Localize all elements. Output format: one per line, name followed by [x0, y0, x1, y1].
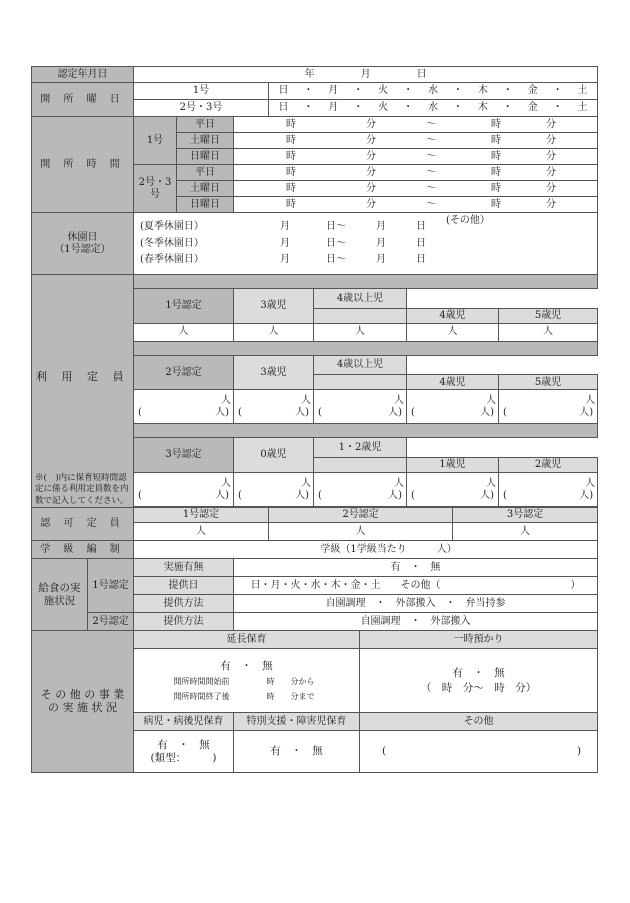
capacity-unit: 人 — [394, 395, 404, 407]
holiday-d2: 日 — [416, 221, 426, 233]
holidays-field[interactable] — [134, 213, 598, 275]
paren-close: 人) — [215, 406, 229, 418]
hours-g1-sunday: 日曜日 — [177, 149, 234, 165]
time-part-4: 分 — [546, 150, 556, 162]
holiday-other — [446, 254, 595, 266]
cap-s2-total[interactable] — [134, 390, 234, 424]
extended-yn: 有 ・ 無 — [220, 660, 273, 673]
cap-s3-blank — [407, 438, 598, 458]
dow-g2-10: 金 — [527, 102, 538, 114]
dow-g1-7: ・ — [452, 85, 463, 97]
cap-s1-col-b-lower — [314, 308, 407, 323]
cap-s1-sub1: 4歳児 — [407, 308, 499, 323]
dow-g2-12: 土 — [577, 102, 588, 114]
cap-s1-total[interactable]: 人 — [134, 323, 234, 341]
holiday-m2: 月 — [376, 221, 386, 233]
ext-before-tail: 時 分から — [266, 677, 315, 687]
time-part-4: 分 — [546, 182, 556, 194]
capacity-value-stack — [236, 395, 311, 418]
capacity-short-time — [501, 407, 595, 419]
other-label: そ の 他 の 事 業 の 実 施 状 況 — [32, 631, 134, 773]
dow-g2-0: 日 — [278, 102, 289, 114]
cap-s2-col-a: 3歳児 — [234, 355, 314, 390]
capacity-label-cell — [32, 275, 134, 508]
month-label: 月 — [360, 68, 371, 80]
holiday-m1: 月 — [280, 221, 290, 233]
meals-method2-label: 提供方法 — [134, 613, 234, 631]
cap-s3-b[interactable] — [314, 473, 407, 507]
cap-s3-total[interactable] — [134, 473, 234, 507]
open-days-g1-field[interactable] — [269, 83, 598, 100]
holiday-d2: 日 — [416, 237, 426, 249]
cap-s3-a[interactable] — [234, 473, 314, 507]
temporary-time: （ 時 分〜 時 分） — [420, 682, 537, 694]
paren-open: ( — [238, 406, 242, 418]
cap-s1-b[interactable]: 人 — [314, 323, 407, 341]
holidays-label: 休園日 （1号認定） — [32, 213, 134, 275]
meals-impl-field[interactable]: 有 ・ 無 — [234, 559, 598, 577]
dow-g1-5: ・ — [403, 85, 414, 97]
cap-s1-a[interactable]: 人 — [234, 323, 314, 341]
time-part-0: 時 — [286, 198, 296, 210]
capacity-unit: 人 — [301, 478, 311, 489]
dow-g1-12: 土 — [577, 85, 588, 97]
capacity-short-time — [316, 407, 404, 419]
holiday-d1: 日〜 — [326, 221, 346, 233]
meals-days-field[interactable]: 日・月・火・水・木・金・土 その他（ ） — [234, 577, 598, 595]
capacity-value-stack — [501, 478, 595, 501]
time-part-3: 時 — [491, 182, 501, 194]
capacity-unit: 人 — [585, 478, 596, 489]
time-part-3: 時 — [491, 150, 501, 162]
open-days-label: 開 所 曜 日 — [32, 83, 134, 117]
capacity-short-time — [409, 490, 496, 502]
year-label: 年 — [304, 68, 315, 80]
time-part-3: 時 — [491, 118, 501, 130]
cap-s1-sub2: 5歳児 — [499, 308, 598, 323]
paren-close: 人) — [480, 406, 494, 418]
recognition-date-label: 認定年月日 — [32, 67, 134, 83]
paren-close: 人) — [295, 489, 309, 501]
capacity-value-stack — [501, 395, 595, 418]
holiday-other: (その他） — [446, 215, 490, 227]
dow-g1-3: ・ — [353, 85, 364, 97]
cap-s1-sub2-value[interactable]: 人 — [499, 323, 598, 341]
time-part-3: 時 — [491, 166, 501, 178]
facility-form — [31, 66, 597, 824]
time-part-0: 時 — [286, 166, 296, 178]
cap-s3-sub2: 2歳児 — [499, 458, 598, 473]
paren-open: ( — [138, 406, 142, 418]
dow-g2-2: 月 — [328, 102, 339, 114]
capacity-unit: 人 — [486, 478, 496, 489]
cap-s3-sub2-value[interactable] — [499, 473, 598, 507]
time-part-1: 分 — [366, 182, 376, 194]
open-hours-label: 開 所 時 間 — [32, 117, 134, 213]
paren-open: ( — [411, 489, 415, 501]
capacity-short-time — [236, 407, 311, 419]
classes-label: 学 級 編 制 — [32, 541, 134, 559]
ext-after-tail: 時 分まで — [266, 691, 315, 701]
open-days-g1-label: 1号 — [134, 83, 269, 100]
classes-field[interactable]: 学級（1学級当たり 人） — [134, 541, 598, 559]
meals-label: 給食の実施状況 — [32, 559, 88, 631]
paren-open: ( — [411, 406, 415, 418]
paren-close: 人) — [295, 406, 309, 418]
meals-method1-field[interactable]: 自園調理 ・ 外部搬入 ・ 弁当持参 — [234, 595, 598, 613]
capacity-value-stack — [409, 478, 496, 501]
time-part-1: 分 — [366, 198, 376, 210]
dow-g1-4: 火 — [378, 85, 389, 97]
paren-close: 人) — [480, 489, 494, 501]
capacity-short-time — [409, 407, 496, 419]
cap-s1-sub1-value[interactable]: 人 — [407, 323, 499, 341]
dow-g2-6: 水 — [427, 102, 438, 114]
paren-open: ( — [318, 489, 322, 501]
hours-g1-weekday: 平日 — [177, 117, 234, 133]
approved-label: 認 可 定 員 — [32, 508, 134, 541]
holiday-m1: 月 — [280, 254, 290, 266]
paren-close: 人) — [388, 489, 402, 501]
cap-s2-a[interactable] — [234, 390, 314, 424]
dow-g2-1: ・ — [303, 102, 314, 114]
time-part-1: 分 — [366, 166, 376, 178]
capacity-unit: 人 — [221, 395, 231, 407]
extended-care-header: 延長保育 — [134, 631, 360, 649]
open-hours-g1-label: 1号 — [134, 117, 177, 165]
capacity-spacer-1 — [134, 275, 598, 289]
cap-s2-sub2: 5歳児 — [499, 375, 598, 390]
capacity-label: 利 用 定 員 — [36, 370, 129, 383]
paren-open: ( — [138, 489, 142, 501]
hours-g1-weekday-field[interactable] — [234, 117, 598, 133]
dow-g2-9: ・ — [502, 102, 513, 114]
dow-g2-4: 火 — [378, 102, 389, 114]
holiday-m1: 月 — [280, 237, 290, 249]
capacity-unit: 人 — [585, 395, 596, 407]
time-part-2: 〜 — [426, 118, 436, 130]
paren-close: 人) — [215, 489, 229, 501]
time-part-2: 〜 — [426, 198, 436, 210]
holiday-d2: 日 — [416, 254, 426, 266]
hours-g1-saturday-field[interactable] — [234, 133, 598, 149]
cap-s3-col-a: 0歳児 — [234, 438, 314, 473]
dow-g2-8: 木 — [477, 102, 488, 114]
time-part-1: 分 — [366, 134, 376, 146]
dow-g1-11: ・ — [552, 85, 563, 97]
cap-s1-col-b: 4歳以上児 — [314, 289, 407, 309]
dow-g1-8: 木 — [477, 85, 488, 97]
cap-s3-sub1-value[interactable] — [407, 473, 499, 507]
hours-g2-saturday-field[interactable] — [234, 181, 598, 197]
holiday-name: (春季休園日） — [140, 254, 204, 266]
hours-g2-weekday-field[interactable] — [234, 165, 598, 181]
hours-g1-saturday: 土曜日 — [177, 133, 234, 149]
holiday-row — [136, 215, 595, 233]
time-part-3: 時 — [491, 198, 501, 210]
dow-g2-7: ・ — [452, 102, 463, 114]
capacity-unit: 人 — [486, 395, 496, 407]
hours-g2-saturday: 土曜日 — [177, 181, 234, 197]
capacity-value-stack — [136, 478, 231, 501]
meals-method1-label: 提供方法 — [134, 595, 234, 613]
approved-col-1: 1号認定 — [134, 508, 269, 523]
temporary-yn: 有 ・ 無 — [452, 666, 505, 679]
paren-close: 人) — [388, 406, 402, 418]
time-part-0: 時 — [286, 118, 296, 130]
approved-value-3[interactable]: 人 — [453, 523, 598, 541]
time-part-1: 分 — [366, 150, 376, 162]
cap-s3-sub1: 1歳児 — [407, 458, 499, 473]
approved-col-2: 2号認定 — [269, 508, 453, 523]
dow-g1-9: ・ — [502, 85, 513, 97]
dow-g2-5: ・ — [403, 102, 414, 114]
cap-s2-col-b-lower — [314, 375, 407, 390]
time-part-2: 〜 — [426, 134, 436, 146]
capacity-value-stack — [409, 395, 496, 418]
capacity-short-time — [316, 490, 404, 502]
time-part-0: 時 — [286, 182, 296, 194]
paren-open: ( — [318, 406, 322, 418]
time-part-2: 〜 — [426, 150, 436, 162]
cap-s2-sub1: 4歳児 — [407, 375, 499, 390]
dow-g2-3: ・ — [353, 102, 364, 114]
hours-g1-sunday-field[interactable] — [234, 149, 598, 165]
capacity-spacer-3 — [134, 424, 598, 438]
cap-s2-sub2-value[interactable] — [499, 390, 598, 424]
special-care-field[interactable]: 有 ・ 無 — [234, 731, 360, 773]
sick-care-field[interactable] — [134, 731, 234, 773]
capacity-spacer-2 — [134, 341, 598, 355]
holiday-name: (冬季休園日） — [140, 237, 204, 249]
ext-before-label: 開所時間開始前 — [173, 677, 230, 687]
time-part-2: 〜 — [426, 182, 436, 194]
capacity-short-time — [136, 407, 231, 419]
capacity-unit: 人 — [394, 478, 404, 489]
approved-col-3: 3号認定 — [453, 508, 598, 523]
holiday-other — [446, 238, 595, 250]
holiday-d1: 日〜 — [326, 254, 346, 266]
sick-type: (類型： ) — [150, 752, 217, 764]
special-care-header: 特別支援・障害児保育 — [234, 713, 360, 731]
holiday-m2: 月 — [376, 254, 386, 266]
paren-open: ( — [503, 489, 507, 501]
dow-g2-11: ・ — [552, 102, 563, 114]
capacity-value-stack — [236, 478, 311, 501]
cap-s2-blank — [407, 355, 598, 375]
paren-close: 人) — [579, 406, 594, 418]
cap-s3-col-b: 1・2歳児 — [314, 438, 407, 458]
cap-s3-col-b-lower — [314, 458, 407, 473]
misc-header: その他 — [360, 713, 598, 731]
misc-open: ( — [382, 745, 387, 758]
misc-close: ) — [577, 745, 582, 758]
meals-method2-field[interactable]: 自園調理 ・ 外部搬入 — [234, 613, 598, 631]
capacity-short-time — [136, 490, 231, 502]
dow-g1-6: 水 — [427, 85, 438, 97]
approved-value-1[interactable]: 人 — [134, 523, 269, 541]
day-label: 日 — [416, 68, 427, 80]
capacity-value-stack — [316, 395, 404, 418]
open-days-g2-label: 2号・3号 — [134, 100, 269, 117]
time-part-4: 分 — [546, 166, 556, 178]
holiday-d1: 日〜 — [326, 237, 346, 249]
temporary-care-header: 一時預かり — [360, 631, 598, 649]
meals-g1-label: 1号認定 — [88, 559, 134, 613]
approved-value-2[interactable]: 人 — [269, 523, 453, 541]
extended-care-field[interactable] — [134, 649, 360, 713]
paren-open: ( — [238, 489, 242, 501]
dow-g1-10: 金 — [527, 85, 538, 97]
holiday-name: (夏季休園日） — [140, 221, 204, 233]
cap-s1-blank — [407, 289, 598, 309]
holiday-m2: 月 — [376, 237, 386, 249]
meals-days-label: 提供日 — [134, 577, 234, 595]
time-part-3: 時 — [491, 134, 501, 146]
capacity-short-time — [501, 490, 595, 502]
sick-care-header: 病児・病後児保育 — [134, 713, 234, 731]
dow-g1-1: ・ — [303, 85, 314, 97]
open-days-g2-field[interactable] — [269, 100, 598, 117]
open-hours-g2-label: 2号・3号 — [134, 165, 177, 213]
dow-g1-2: 月 — [328, 85, 339, 97]
cap-s1-col-a: 3歳児 — [234, 289, 314, 324]
hours-g2-sunday: 日曜日 — [177, 197, 234, 213]
time-part-0: 時 — [286, 150, 296, 162]
dow-g1-0: 日 — [278, 85, 289, 97]
cap-s2-label: 2号認定 — [134, 355, 234, 390]
cap-s2-sub1-value[interactable] — [407, 390, 499, 424]
form-table — [31, 66, 598, 773]
capacity-unit: 人 — [221, 478, 231, 489]
paren-close: 人) — [579, 489, 594, 501]
time-part-4: 分 — [546, 118, 556, 130]
recognition-date-field[interactable] — [134, 67, 598, 83]
capacity-value-stack — [136, 395, 231, 418]
capacity-value-stack — [316, 478, 404, 501]
temporary-care-field[interactable] — [360, 649, 598, 713]
capacity-short-time — [236, 490, 311, 502]
hours-g2-weekday: 平日 — [177, 165, 234, 181]
holiday-row — [136, 254, 595, 266]
misc-field[interactable] — [360, 731, 598, 773]
sick-yn: 有 ・ 無 — [157, 738, 210, 751]
cap-s3-label: 3号認定 — [134, 438, 234, 473]
cap-s1-label: 1号認定 — [134, 289, 234, 324]
capacity-note: ※( )内に保育短時間認定に係る利用定員数を内数で記入してください。 — [35, 472, 129, 506]
cap-s2-b[interactable] — [314, 390, 407, 424]
time-part-4: 分 — [546, 198, 556, 210]
ext-after-label: 開所時間終了後 — [173, 691, 230, 701]
time-part-4: 分 — [546, 134, 556, 146]
time-part-2: 〜 — [426, 166, 436, 178]
cap-s2-col-b: 4歳以上児 — [314, 355, 407, 375]
capacity-unit: 人 — [301, 395, 311, 407]
meals-impl-label: 実施有無 — [134, 559, 234, 577]
paren-open: ( — [503, 406, 507, 418]
time-part-0: 時 — [286, 134, 296, 146]
time-part-1: 分 — [366, 118, 376, 130]
meals-g2-label: 2号認定 — [88, 613, 134, 631]
hours-g2-sunday-field[interactable] — [234, 197, 598, 213]
holiday-row — [136, 238, 595, 250]
